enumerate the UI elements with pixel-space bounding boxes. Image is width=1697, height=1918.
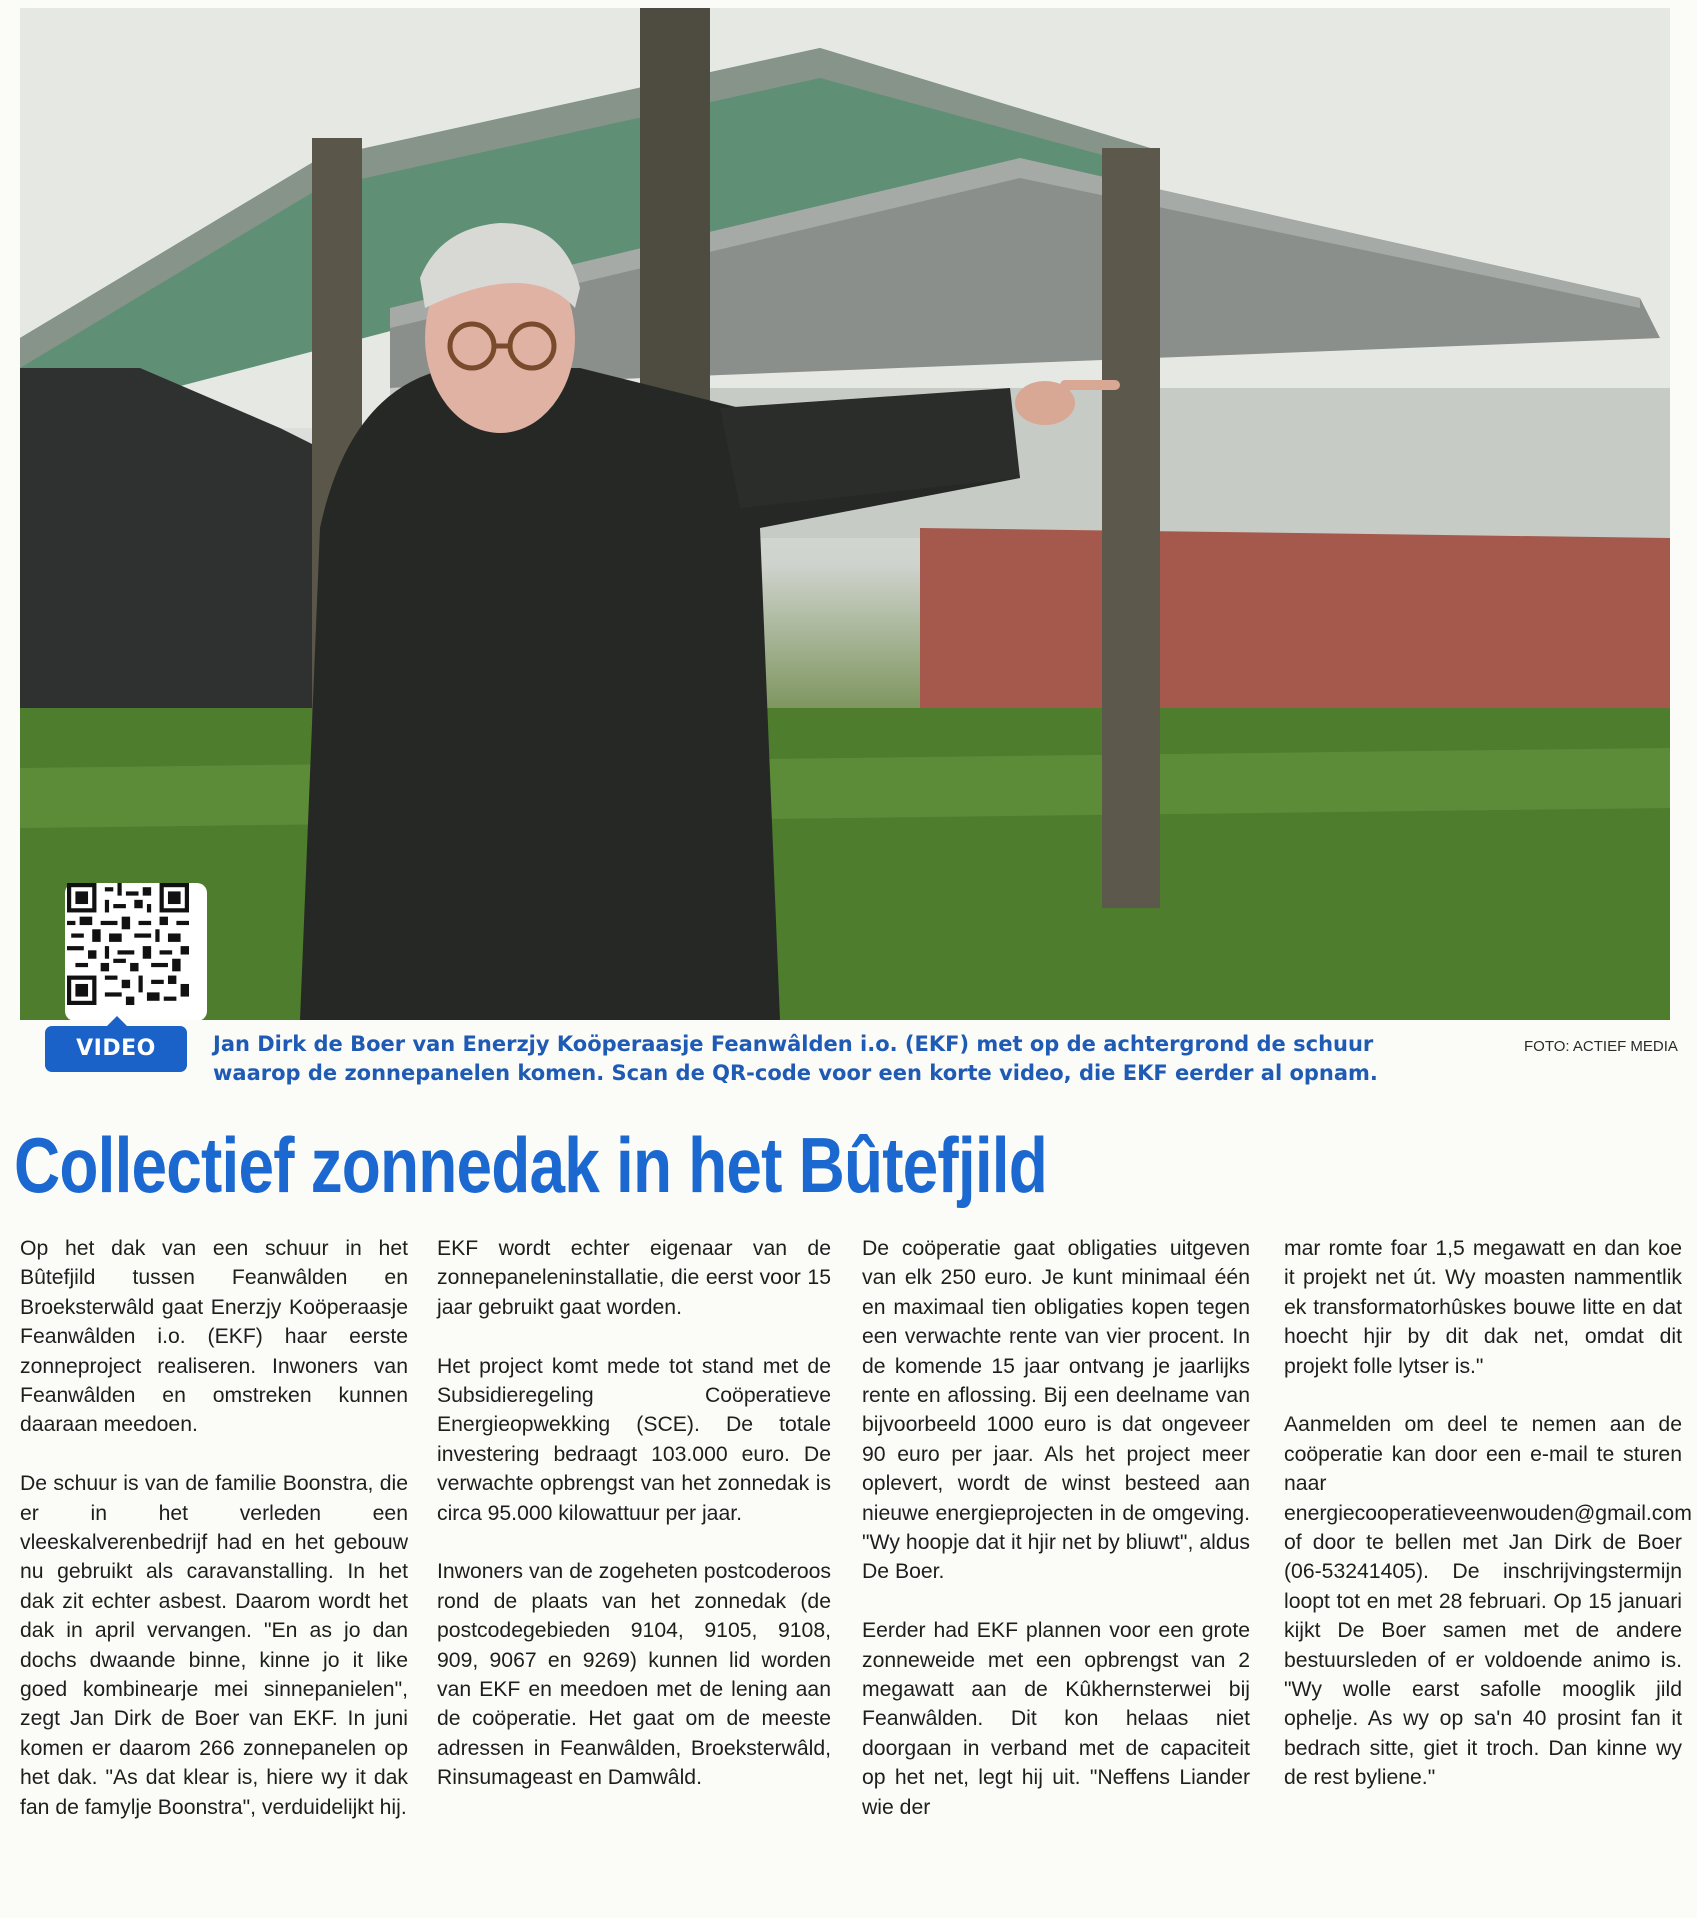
- paragraph: Op het dak van een schuur in het Bûtefjild tussen Feanwâlden en Broeksterwâld gaat Enerzjy Koöperaasje Feanwâlden i.o. (EKF) haar eerste zonneproject realiseren. Inwoners van Feanwâlden en omstreken kunnen daaraan meedoen.: [20, 1237, 408, 1437]
- paragraph: EKF wordt echter eigenaar van de zonnepaneleninstallatie, die eerst voor 15 jaar gebruikt gaat worden.: [437, 1237, 831, 1319]
- caption-line: waarop de zonnepanelen komen. Scan de QR-code voor een korte video, die EKF eerder al opnam.: [213, 1061, 1378, 1085]
- caption-line: Jan Dirk de Boer van Enerzjy Koöperaasje Feanwâlden i.o. (EKF) met op de achtergrond de schuur: [213, 1032, 1374, 1056]
- article-column-4: [1284, 1234, 1692, 1793]
- qr-code-graphic: [65, 883, 191, 1005]
- article-headline: Collectief zonnedak in het Bûtefjild: [14, 1121, 1048, 1209]
- video-badge[interactable]: VIDEO: [45, 1026, 187, 1072]
- article-column-3: [862, 1234, 1250, 1822]
- paragraph: Het project komt mede tot stand met de Subsidieregeling Coöperatieve Energieopwekking (SCE). De totale investering bedraagt 103.000 euro. De verwachte opbrengst van het zonnedak is circa 95.000 kilowattuur per jaar.: [437, 1354, 831, 1525]
- article-column-1: [20, 1234, 408, 1822]
- photo-credit: FOTO: ACTIEF MEDIA: [1524, 1038, 1678, 1055]
- article-body: [0, 1234, 1697, 1914]
- paragraph: Inwoners van de zogeheten postcoderoos rond de plaats van het zonnedak (de postcodegebieden 9104, 9105, 9108, 909, 9067 en 9269) kunnen lid worden van EKF en meedoen met de lening aan de coöperatie. Het gaat om de meeste adressen in Feanwâlden, Broeksterwâld, Rinsumageast en Damwâld.: [437, 1560, 831, 1790]
- photo-illustration: [20, 8, 1670, 1020]
- photo-caption: [213, 1030, 1513, 1088]
- paragraph: De coöperatie gaat obligaties uitgeven van elk 250 euro. Je kunt minimaal één en maximaal tien obligaties kopen tegen een verwachte rente van vier procent. In de komende 15 jaar ontvang je jaarlijks rente en aflossing. Bij een deelname van bijvoorbeeld 1000 euro is dat ongeveer 90 euro per jaar. Als het project meer oplevert, wordt de winst besteed aan nieuwe energieprojecten in de omgeving. "Wy hoopje dat it hjir net by bliuwt", aldus De Boer.: [862, 1237, 1250, 1584]
- paragraph: De schuur is van de familie Boonstra, die er in het verleden een vleeskalverenbedrijf had en het gebouw nu gebruikt als caravanstalling. In het dak zit echter asbest. Daarom wordt het dak in april vervangen. "En as jo dan dochs dwaande binne, kinne jo it like goed kombinearje mei sinnepanielen", zegt Jan Dirk de Boer van EKF. In juni komen er daarom 266 zonnepanelen op het dak. "As dat klear is, hiere wy it dak fan de famylje Boonstra", verduidelijkt hij.: [20, 1472, 408, 1819]
- article-column-2: [437, 1234, 831, 1793]
- paragraph: mar romte foar 1,5 megawatt en dan koe it projekt net út. Wy moasten nammentlik ek transformatorhûskes bouwe litte en dat hoecht hjir by dit dak net, omdat dit projekt folle lytser is.": [1284, 1237, 1682, 1378]
- paragraph: Aanmelden om deel te nemen aan de coöperatie kan door een e-mail te sturen naar energiecooperatieveenwouden@gmail.com of door te bellen met Jan Dirk de Boer (06-53241405). De inschrijvingstermijn loopt tot en met 28 februari. Op 15 januari kijkt De Boer samen met de andere bestuursleden of er voldoende animo is. "Wy wolle earst safolle mooglik jild ophelje. As wy op sa'n 40 prosint fan it bedrach sitte, giet it troch. Dan kinne wy de rest byliene.": [1284, 1413, 1692, 1790]
- paragraph: Eerder had EKF plannen voor een grote zonneweide met een opbrengst van 2 megawatt aan de Kûkhernsterwei bij Feanwâlden. Dit kon helaas niet doorgaan in verband met de capaciteit op het net, legt hij uit. "Neffens Liander wie der: [862, 1619, 1250, 1819]
- article-photo: [20, 8, 1670, 1020]
- qr-code-icon[interactable]: [65, 883, 207, 1020]
